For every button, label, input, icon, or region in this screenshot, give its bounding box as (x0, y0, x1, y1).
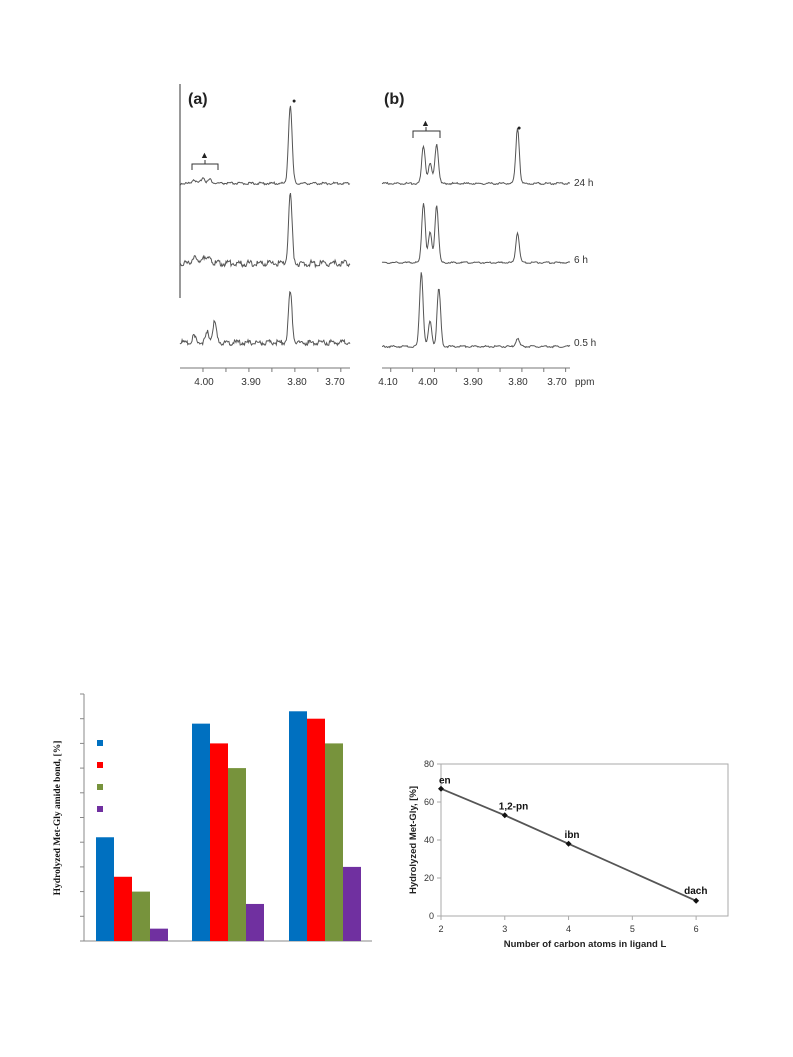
line-point-label: en (439, 775, 451, 787)
line-point-label: ibn (564, 829, 580, 841)
line-y-tick-label: 0 (428, 911, 434, 921)
line-x-tick-label: 6 (693, 924, 699, 934)
line-x-tick-label: 5 (629, 924, 635, 934)
panel-label-b: (b) (384, 91, 405, 108)
tick-b-3.80: 3.80 (508, 377, 528, 388)
line-point-label: 1,2-pn (498, 801, 529, 813)
panel-label-a: (a) (188, 91, 208, 108)
line-x-axis-label: Number of carbon atoms in ligand L (503, 939, 667, 950)
tick-a-3.70: 3.70 (325, 377, 345, 388)
line-points (438, 776, 707, 904)
tick-b-3.70: 3.70 (547, 377, 567, 388)
tick-a-3.90: 3.90 (241, 377, 261, 388)
unit-ppm: ppm (575, 377, 595, 388)
line-x-tick-label: 3 (502, 924, 508, 934)
tick-b-3.90: 3.90 (463, 377, 483, 388)
line-point-label: dach (684, 885, 708, 897)
time-label-0-5h: 0.5 h (574, 338, 597, 349)
triangle-marker-a: ▲ (200, 150, 209, 160)
tick-b-4.00: 4.00 (418, 377, 438, 388)
line-point-dach (693, 898, 699, 904)
dot-marker-b: ● (517, 125, 522, 132)
tick-a-3.80: 3.80 (287, 377, 307, 388)
line-axis-ticks (424, 759, 699, 934)
bar-y-axis-label: Hydrolyzed Met-Gly amide bond, [%] (53, 740, 63, 896)
line-y-axis-label: Hydrolyzed Met-Gly, [%] (408, 785, 419, 895)
tick-a-4.00: 4.00 (194, 377, 214, 388)
tick-b-4.10: 4.10 (378, 377, 398, 388)
line-y-tick-label: 80 (423, 759, 434, 769)
line-x-tick-label: 2 (438, 924, 444, 934)
line-y-tick-label: 20 (423, 873, 434, 883)
line-point-ibn (566, 841, 572, 847)
time-label-24h: 24 h (574, 178, 594, 189)
line-y-tick-label: 40 (423, 835, 434, 845)
line-y-tick-label: 60 (423, 797, 434, 807)
line-x-tick-label: 4 (566, 924, 572, 934)
dot-marker-a: ● (292, 98, 297, 105)
triangle-marker-b: ▲ (421, 118, 430, 128)
time-label-6h: 6 h (574, 255, 588, 266)
line-point-1,2-pn (502, 812, 508, 818)
